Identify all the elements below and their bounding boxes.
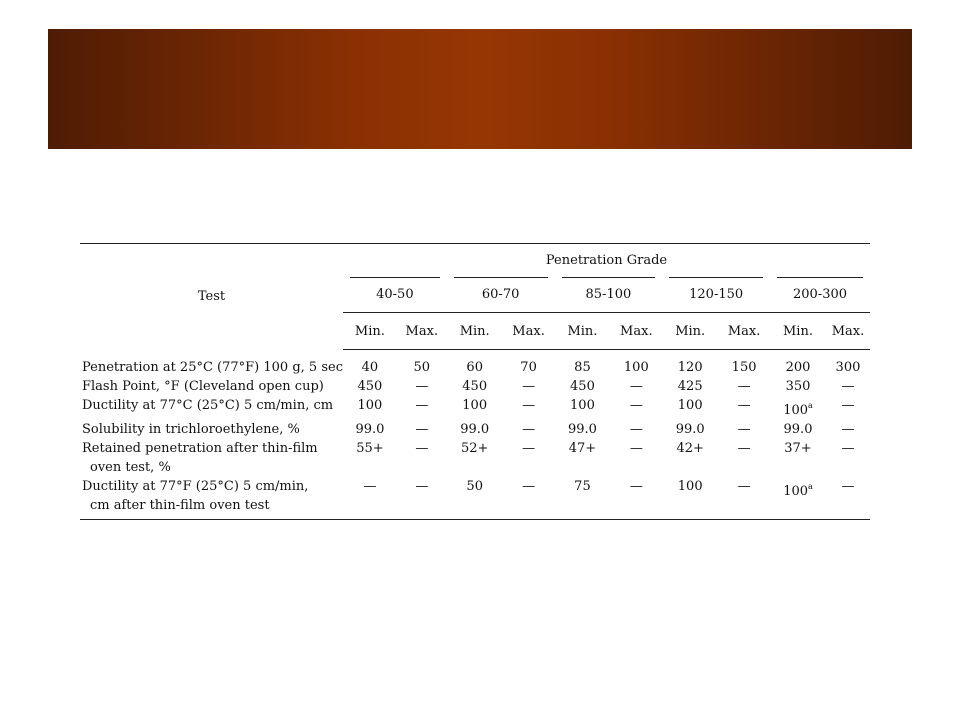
test-label-line: Penetration at 25°C (77°F) 100 g, 5 sec [82, 360, 343, 375]
value-cell: 100 [677, 398, 703, 413]
test-label-line: Ductility at 77°C (25°C) 5 cm/min, cm [82, 398, 334, 413]
value-cell: — [629, 422, 643, 437]
value-cell: — [415, 379, 429, 394]
asphalt-grade-spec-table [80, 243, 870, 520]
value-cell: 42+ [676, 441, 704, 456]
value-cell: — [522, 379, 536, 394]
table-row [80, 420, 870, 439]
penetration-grade-header: Penetration Grade [545, 252, 668, 268]
value-cell: 47+ [568, 441, 597, 456]
value-cell: — [522, 422, 536, 437]
value-cell: — [415, 398, 429, 413]
min-header: Min. [662, 313, 718, 350]
footnote-marker: a [808, 482, 813, 491]
max-header: Max. [826, 313, 870, 350]
test-label [80, 358, 343, 377]
value-cell: — [841, 379, 855, 394]
table-row [80, 377, 870, 396]
value-cell: — [841, 441, 855, 456]
value-cell: — [629, 479, 643, 494]
test-label-continuation: oven test, % [90, 460, 171, 475]
value-cell: — [841, 422, 855, 437]
grade-group-header: 40-50 [343, 276, 447, 313]
value-cell: 99.0 [460, 422, 490, 437]
value-cell: — [737, 422, 751, 437]
value-cell: 200 [785, 360, 811, 375]
value-cell: — [522, 479, 536, 494]
value-cell: — [629, 398, 643, 413]
value-cell: 52+ [460, 441, 489, 456]
value-cell: 150 [731, 360, 757, 375]
test-label-line: Solubility in trichloroethylene, % [82, 422, 300, 437]
value-cell: 85 [574, 360, 591, 375]
min-header: Min. [343, 313, 397, 350]
min-header: Min. [447, 313, 503, 350]
value-cell: — [737, 441, 751, 456]
test-label [80, 439, 343, 477]
value-cell: 60 [466, 360, 483, 375]
value-cell: 99.0 [783, 422, 813, 437]
test-label [80, 396, 343, 420]
value-cell: — [737, 398, 751, 413]
value-cell: 99.0 [567, 422, 597, 437]
table-row [80, 396, 870, 420]
test-column-header: Test [197, 289, 226, 305]
value-cell: 425 [677, 379, 703, 394]
min-header: Min. [555, 313, 611, 350]
value-cell: 50 [413, 360, 431, 375]
max-header: Max. [610, 313, 662, 350]
value-cell: 99.0 [355, 422, 385, 437]
value-cell: — [415, 479, 429, 494]
table-row [80, 439, 870, 477]
value-cell: — [522, 398, 536, 413]
value-cell: 55+ [356, 441, 384, 456]
value-cell: 100 [357, 398, 383, 413]
value-cell: — [363, 479, 377, 494]
value-cell: 450 [357, 379, 383, 394]
value-cell: 100 [462, 398, 488, 413]
value-cell: 99.0 [675, 422, 705, 437]
table-row [80, 358, 870, 377]
value-cell: — [629, 441, 643, 456]
value-cell: 120 [677, 360, 703, 375]
max-header: Max. [718, 313, 770, 350]
value-cell: 350 [785, 379, 811, 394]
test-label-line: Ductility at 77°F (25°C) 5 cm/min, [82, 479, 309, 494]
footnote-marker: a [808, 401, 813, 410]
max-header: Max. [397, 313, 447, 350]
value-cell: — [629, 379, 643, 394]
title-banner [48, 29, 912, 149]
value-cell: 100 [677, 479, 703, 494]
grade-group-header: 85-100 [555, 276, 663, 313]
test-label [80, 420, 343, 439]
table-body [80, 350, 870, 520]
max-header: Max. [503, 313, 555, 350]
min-header: Min. [770, 313, 826, 350]
value-cell: 100$^a$ [783, 401, 813, 418]
value-cell: 100 [623, 360, 649, 375]
value-cell: 450 [570, 379, 595, 394]
value-cell: 40 [361, 360, 379, 375]
value-cell: — [415, 441, 429, 456]
value-cell: 50 [466, 479, 483, 494]
test-label-line: Flash Point, °F (Cleveland open cup) [82, 379, 324, 394]
value-cell: — [841, 479, 855, 494]
grade-group-header: 60-70 [447, 276, 555, 313]
table-row [80, 477, 870, 515]
grade-group-header: 120-150 [662, 276, 770, 313]
value-cell: — [415, 422, 429, 437]
value-cell: — [737, 479, 751, 494]
value-cell: 100 [570, 398, 595, 413]
value-cell: 300 [835, 360, 861, 375]
grade-group-header: 200-300 [770, 276, 870, 313]
value-cell: 75 [574, 479, 591, 494]
test-label [80, 377, 343, 396]
value-cell: — [522, 441, 536, 456]
value-cell: 70 [520, 360, 537, 375]
value-cell: 100$^a$ [783, 482, 813, 499]
test-label-continuation: cm after thin-film oven test [90, 498, 270, 513]
value-cell: — [841, 398, 855, 413]
value-cell: — [737, 379, 751, 394]
value-cell: 450 [462, 379, 488, 394]
value-cell: 37+ [784, 441, 812, 456]
test-label-line: Retained penetration after thin-film [82, 441, 318, 456]
test-label [80, 477, 343, 515]
